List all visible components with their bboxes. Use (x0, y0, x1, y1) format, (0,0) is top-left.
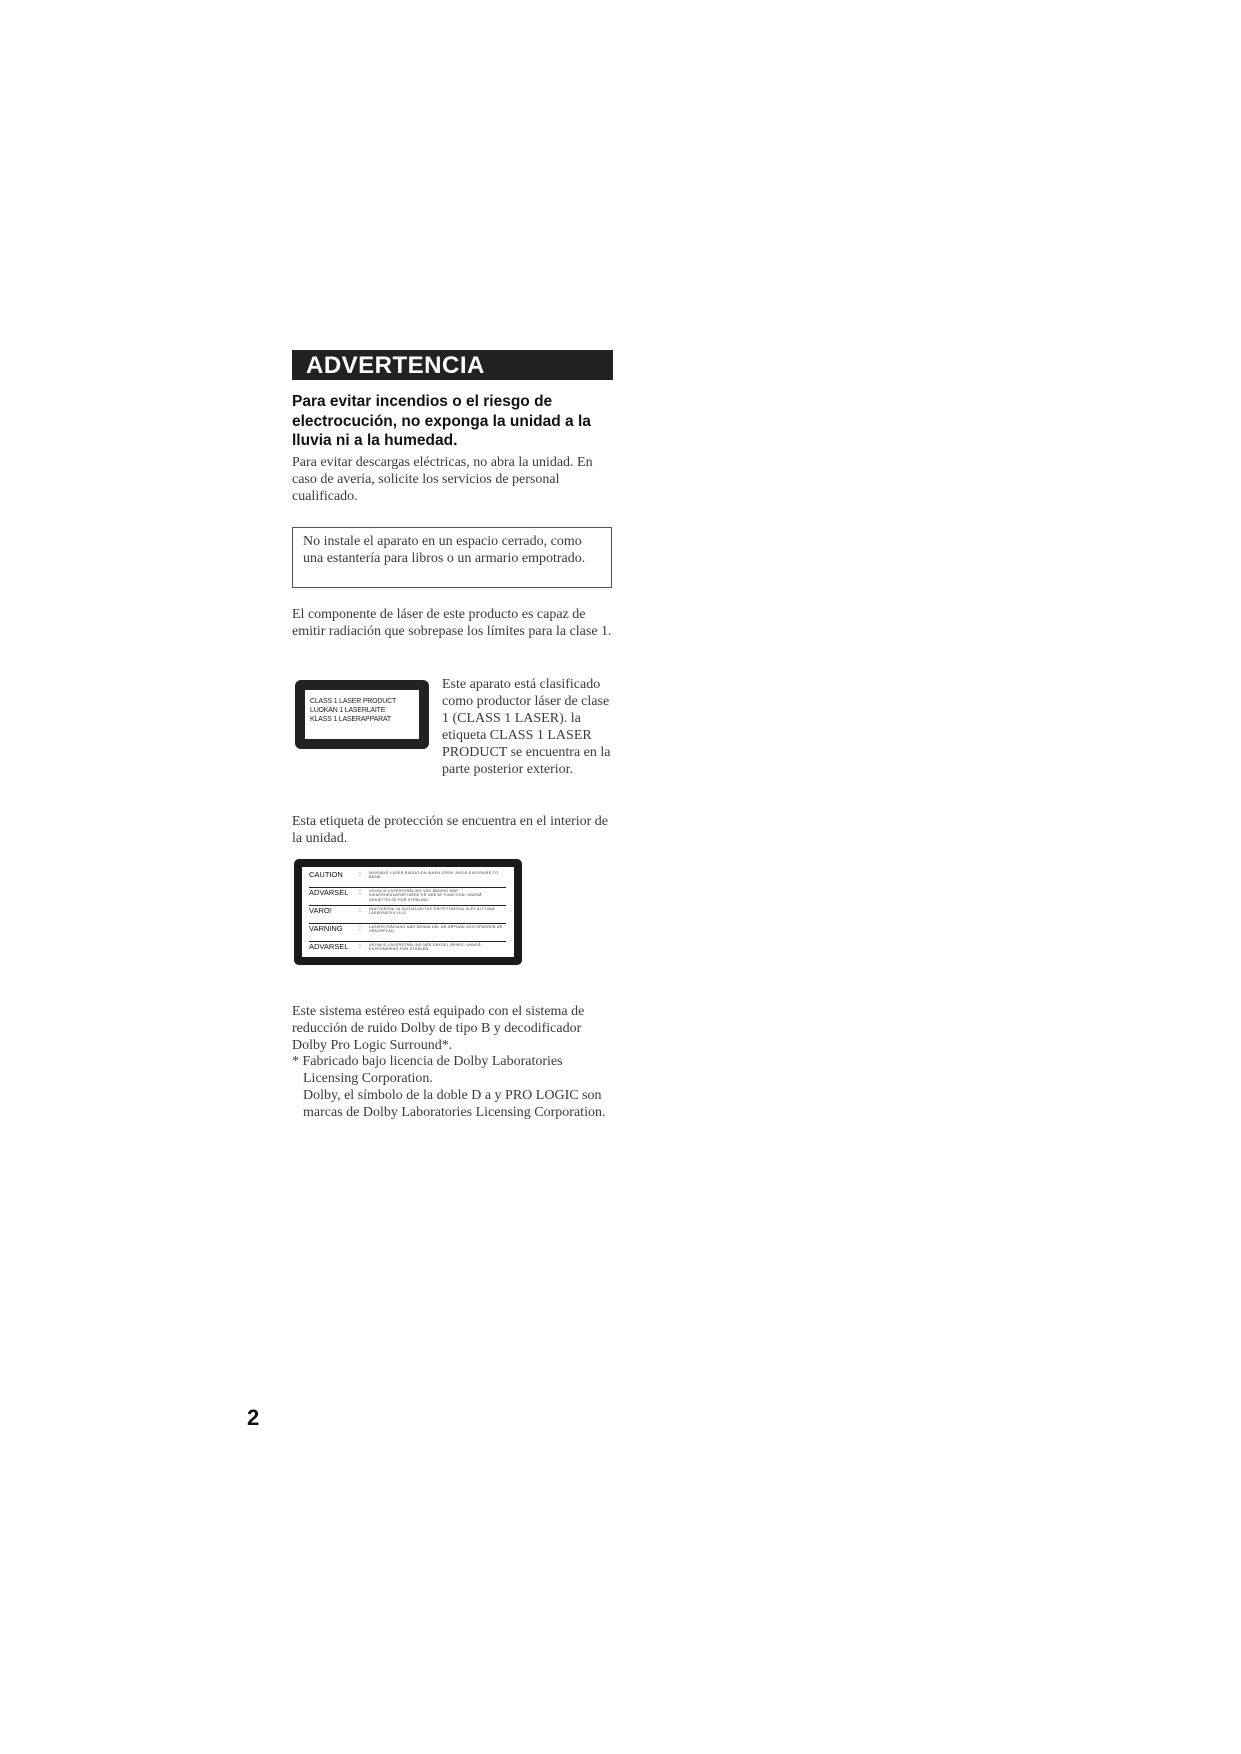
class-label-line: CLASS 1 LASER PRODUCT (310, 698, 397, 705)
caution-text: USYNLIG LASERSTRÅLING VED ÅBNING NÅR SIKKERHEDSAFBRYDERE ER UDE AF FUNKTION. UNDGÅ UDSÆTTELSE FOR STRÅLING. (369, 888, 482, 902)
caution-label-row (309, 870, 506, 888)
caution-key: ADVARSEL (309, 888, 349, 897)
caution-label (294, 859, 522, 965)
class-label-line: LUOKAN 1 LASERLAITE (310, 707, 386, 714)
separator: : (359, 889, 361, 896)
class-1-laser-label-text (305, 690, 419, 739)
separator: : (359, 943, 361, 950)
caution-text: USYNLIG LASERSTRÅLING NÅR DEKSEL ÅPNES. UNNGÅ EKSPONERING FOR STRÅLEN. (369, 942, 481, 951)
class-label-line: KLASS 1 LASERAPPARAT (310, 716, 391, 723)
shock-paragraph: Para evitar descargas eléctricas, no abra la unidad. En caso de avería, solicite los servicios de personal cualificado. (292, 455, 593, 504)
caution-text: AVATTAESSA JA SUOJALUKITUS OHITETTAESSA OLET ALTTIINA LASERSÄTEILYLLE. (369, 906, 495, 915)
separator: : (359, 925, 361, 932)
dolby-paragraph: Este sistema estéreo está equipado con el sistema de reducción de ruido Dolby de tipo B y decodificador Dolby Pro Logic Surround*. (292, 1004, 585, 1053)
dolby-footnote (292, 1053, 622, 1121)
caution-label-row (309, 906, 506, 924)
caution-key: ADVARSEL (309, 942, 349, 951)
separator: : (359, 871, 361, 878)
caution-text: INVISIBLE LASER RADIATION WHEN OPEN. AVOID EXPOSURE TO BEAM. (369, 870, 499, 879)
caution-label-row (309, 888, 506, 906)
class-1-laser-label (295, 680, 429, 749)
footnote-line: Licensing Corporation. (303, 1071, 433, 1086)
page-number: 2 (247, 1405, 260, 1430)
footnote-line: * Fabricado bajo licencia de Dolby Laboratories (292, 1054, 563, 1069)
caution-label-row (309, 942, 506, 959)
caution-key: CAUTION (309, 870, 343, 879)
separator: : (359, 907, 361, 914)
caution-label-body (302, 867, 514, 957)
caution-key: VARO! (309, 906, 332, 915)
protection-label-paragraph: Esta etiqueta de protección se encuentra en el interior de la unidad. (292, 814, 609, 846)
caution-text: LASERSTRÅLNING NÄR DENNA DEL ÄR ÖPPNAD OCH SPÄRREN ÄR URKOPPLAD. (369, 924, 503, 933)
class-label-description: Este aparato está clasificado como productor láser de clase 1 (CLASS 1 LASER). la etiqueta CLASS 1 LASER PRODUCT se encuentra en la parte posterior exterior. (442, 677, 611, 777)
footnote-trademark: Dolby, el símbolo de la doble D a y PRO LOGIC son marcas de Dolby Laboratories Licensing Corporation. (303, 1088, 606, 1120)
page-title: ADVERTENCIA (292, 350, 613, 380)
laser-paragraph: El componente de láser de este producto es capaz de emitir radiación que sobrepase los límites para la clase 1. (292, 607, 612, 639)
installation-notice-box: No instale el aparato en un espacio cerrado, como una estantería para libros o un armario empotrado. (292, 527, 612, 588)
caution-key: VARNING (309, 924, 343, 933)
caution-label-row (309, 924, 506, 942)
lead-warning: Para evitar incendios o el riesgo de electrocución, no exponga la unidad a la lluvia ni a la humedad. (292, 393, 591, 449)
